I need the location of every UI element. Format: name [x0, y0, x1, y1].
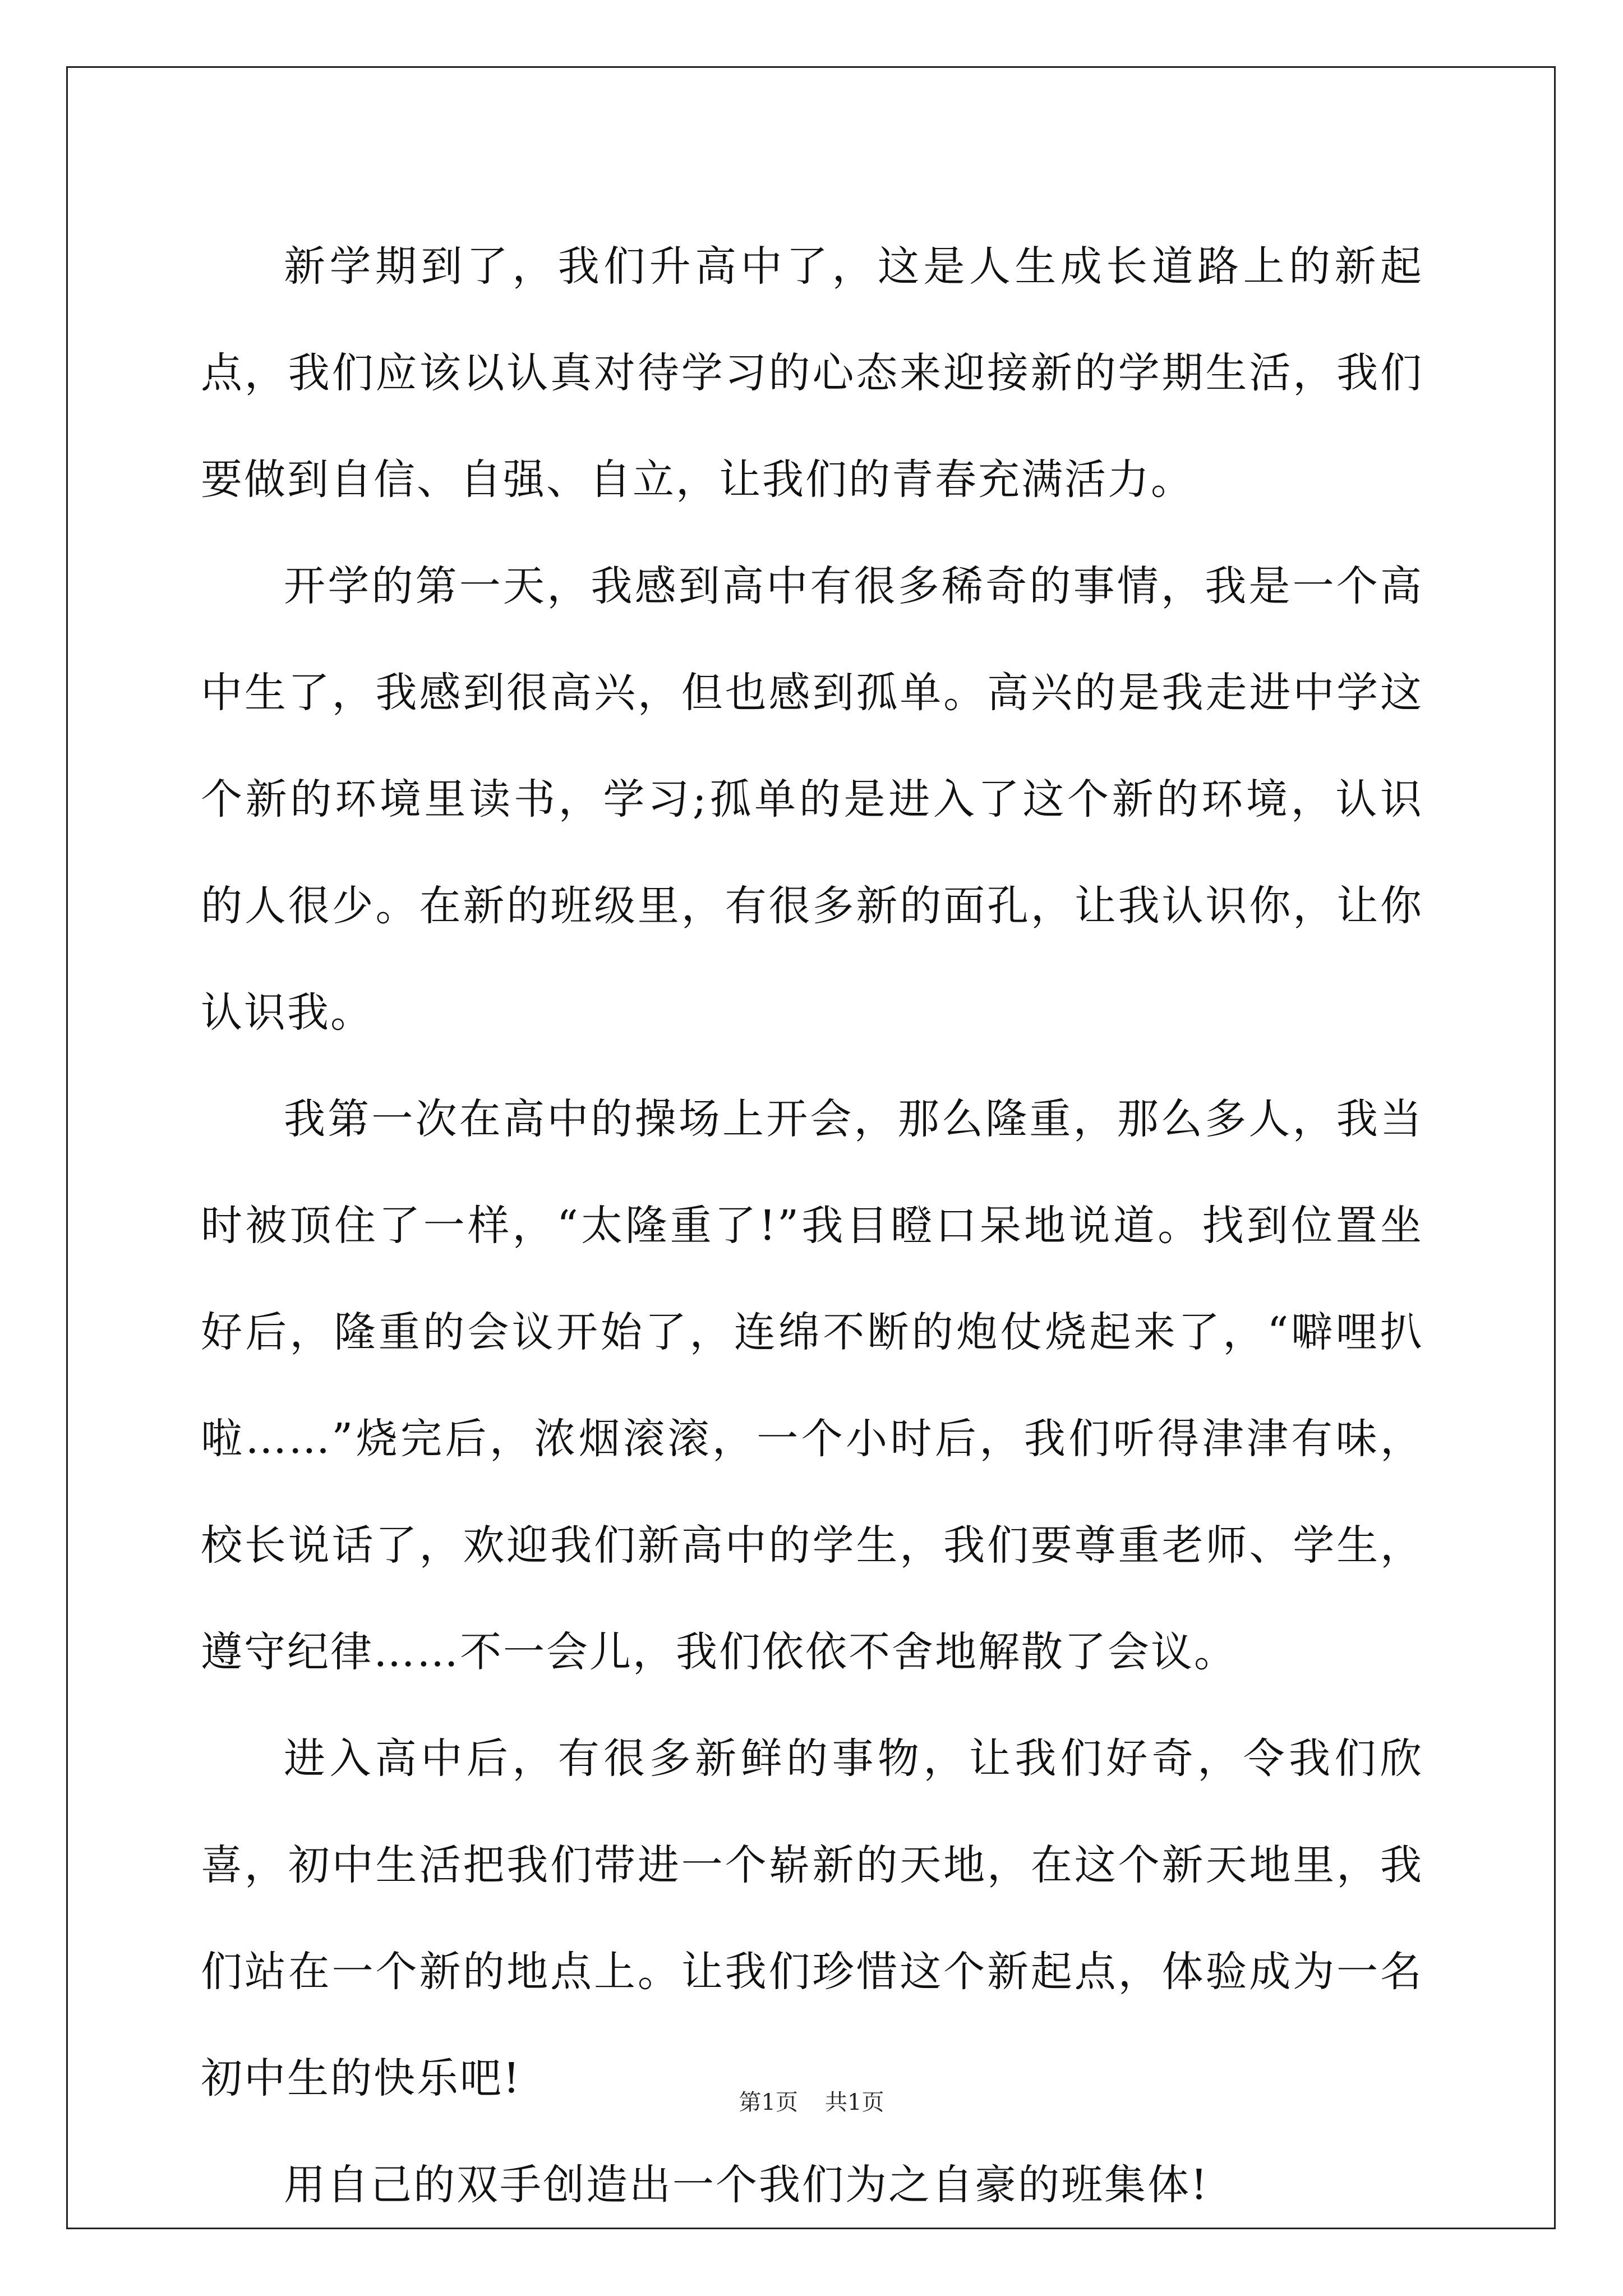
- document-body: [201, 213, 1423, 2238]
- page-footer: [0, 2086, 1623, 2119]
- paragraph-2: 开学的第一天，我感到高中有很多稀奇的事情，我是一个高中生了，我感到很高兴，但也感到孤单。高兴的是我走进中学这个新的环境里读书，学习;孤单的是进入了这个新的环境，认识的人很少。在新的班级里，有很多新的面孔，让我认识你，让你认识我。: [201, 562, 1423, 1037]
- page-number-total: 共1页: [825, 2090, 884, 2115]
- page-number-current: 第1页: [739, 2090, 798, 2115]
- paragraph-5: 用自己的双手创造出一个我们为之自豪的班集体!: [284, 2161, 1209, 2209]
- paragraph-1: 新学期到了，我们升高中了，这是人生成长道路上的新起点，我们应该以认真对待学习的心态来迎接新的学期生活，我们要做到自信、自强、自立，让我们的青春充满活力。: [201, 242, 1423, 504]
- paragraph-3: 我第一次在高中的操场上开会，那么隆重，那么多人，我当时被顶住了一样，“太隆重了!”我目瞪口呆地说道。找到位置坐好后，隆重的会议开始了，连绵不断的炮仗烧起来了，“噼哩扒啦……”烧完后，浓烟滚滚，一个小时后，我们听得津津有味，校长说话了，欢迎我们新高中的学生，我们要尊重老师、学生，遵守纪律……不一会儿，我们依依不舍地解散了会议。: [201, 1095, 1423, 1676]
- paragraph-4: 进入高中后，有很多新鲜的事物，让我们好奇，令我们欣喜，初中生活把我们带进一个崭新的天地，在这个新天地里，我们站在一个新的地点上。让我们珍惜这个新起点，体验成为一名初中生的快乐吧!: [201, 1734, 1423, 2102]
